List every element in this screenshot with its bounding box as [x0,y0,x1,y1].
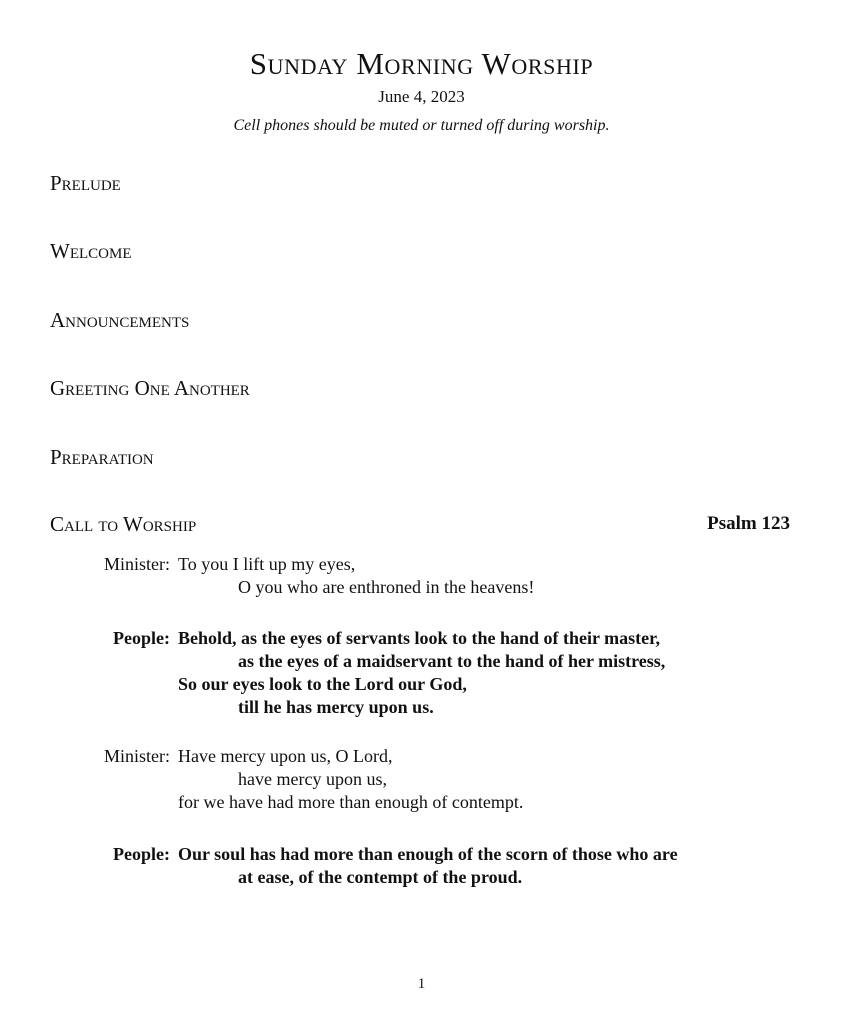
speaker-label: Minister: [104,554,170,574]
phone-notice: Cell phones should be muted or turned off during worship. [233,117,610,134]
liturgy-line: have mercy upon us, [238,769,387,789]
scripture-reference: Psalm 123 [707,513,790,534]
liturgy-line: at ease, of the contempt of the proud. [238,867,523,887]
liturgy-minister-2 [60,745,800,814]
section-heading: Announcements [50,308,190,332]
liturgy-line: till he has mercy upon us. [238,697,434,717]
liturgy-line: as the eyes of a maidservant to the hand of her mistress, [238,651,666,671]
section-prelude [50,170,790,196]
section-heading: Prelude [50,171,121,195]
bulletin-header [0,44,843,137]
section-greeting [50,375,790,401]
liturgy-line: Have mercy upon us, O Lord, [178,746,393,766]
section-heading: Welcome [50,239,132,263]
page-number: 1 [417,976,426,992]
service-date: June 4, 2023 [378,87,465,106]
speaker-label: Minister: [104,746,170,766]
liturgy-minister-1 [60,553,800,599]
section-welcome [50,238,790,264]
liturgy-people-2 [60,843,800,889]
liturgy-line: for we have had more than enough of contempt. [178,792,524,812]
speaker-label: People: [113,628,170,648]
section-heading: Call to Worship [50,512,197,536]
section-call-to-worship [50,511,790,537]
liturgy-line: Behold, as the eyes of servants look to the hand of their master, [178,628,660,648]
liturgy-line: Our soul has had more than enough of the scorn of those who are [178,844,678,864]
section-preparation [50,444,790,470]
liturgy-line: So our eyes look to the Lord our God, [178,674,467,694]
speaker-label: People: [113,844,170,864]
liturgy-line: To you I lift up my eyes, [178,554,356,574]
liturgy-people-1 [60,627,800,719]
liturgy-line: O you who are enthroned in the heavens! [238,577,535,597]
section-heading: Greeting One Another [50,376,250,400]
section-heading: Preparation [50,445,154,469]
section-announcements [50,307,790,333]
page-title: Sunday Morning Worship [249,46,594,81]
